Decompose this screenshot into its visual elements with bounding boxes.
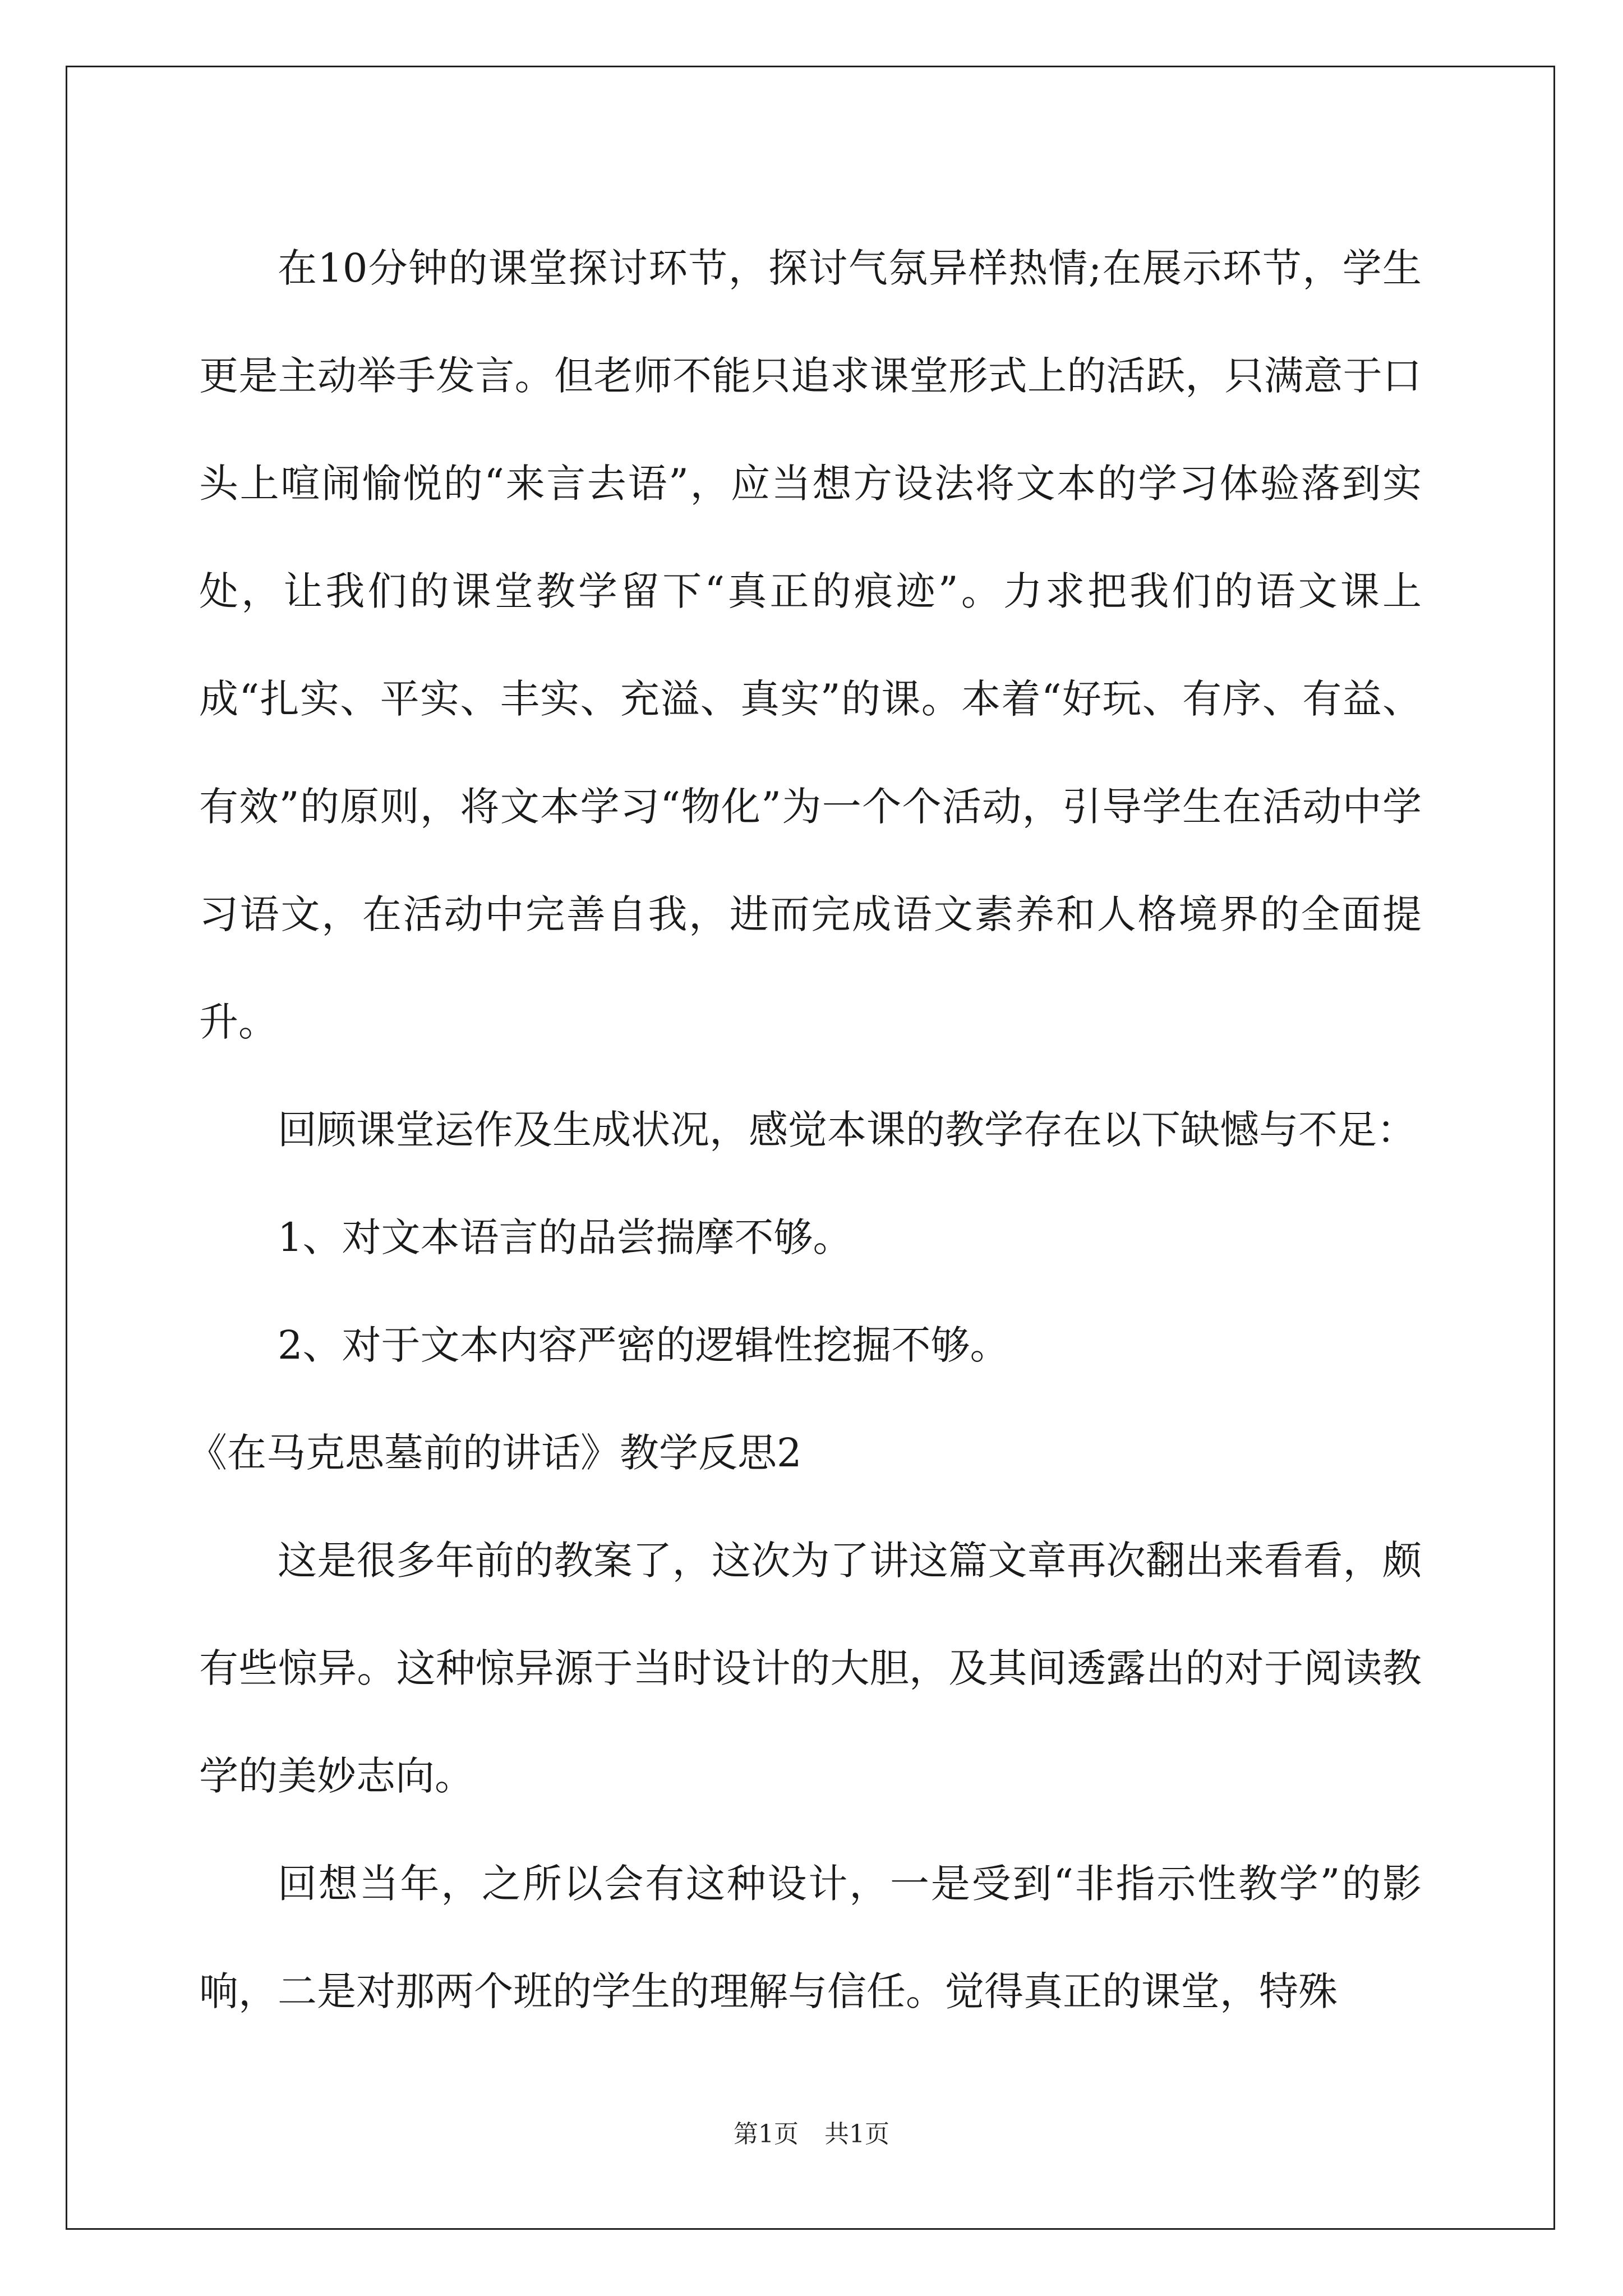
page-total: 共1页 — [824, 2120, 889, 2148]
paragraph-discussion-reflection: 在10分钟的课堂探讨环节，探讨气氛异样热情;在展示环节，学生更是主动举手发言。但老师不能只追求课堂形式上的活跃，只满意于口头上喧闹愉悦的“来言去语”，应当想方设法将文本的学习体验落到实处，让我们的课堂教学留下“真正的痕迹”。力求把我们的语文课上成“扎实、平实、丰实、充溢、真实”的课。本着“好玩、有序、有益、有效”的原则，将文本学习“物化”为一个个活动，引导学生在活动中学习语文，在活动中完善自我，进而完成语文素养和人格境界的全面提升。 — [199, 245, 1422, 1045]
paragraph-design-origin: 回想当年，之所以会有这种设计，一是受到“非指示性教学”的影响，二是对那两个班的学生的理解与信任。觉得真正的课堂，特殊 — [199, 1861, 1422, 2014]
paragraph-old-lesson-plan: 这是很多年前的教案了，这次为了讲这篇文章再次翻出来看看，颇有些惊异。这种惊异源于当时设计的大胆，及其间透露出的对于阅读教学的美妙志向。 — [199, 1538, 1422, 1799]
document-body — [188, 214, 1422, 2045]
list-item-shortcoming-2: 2、对于文本内容严密的逻辑性挖掘不够。 — [278, 1322, 1009, 1368]
section-heading: 《在马克思墓前的讲话》教学反思2 — [188, 1430, 802, 1476]
page-number: 第1页 — [734, 2120, 799, 2148]
paragraph-shortcomings-intro: 回顾课堂运作及生成状况，感觉本课的教学存在以下缺憾与不足： — [278, 1107, 1416, 1153]
list-item-shortcoming-1: 1、对文本语言的品尝揣摩不够。 — [278, 1214, 852, 1260]
page-footer — [0, 2118, 1623, 2151]
